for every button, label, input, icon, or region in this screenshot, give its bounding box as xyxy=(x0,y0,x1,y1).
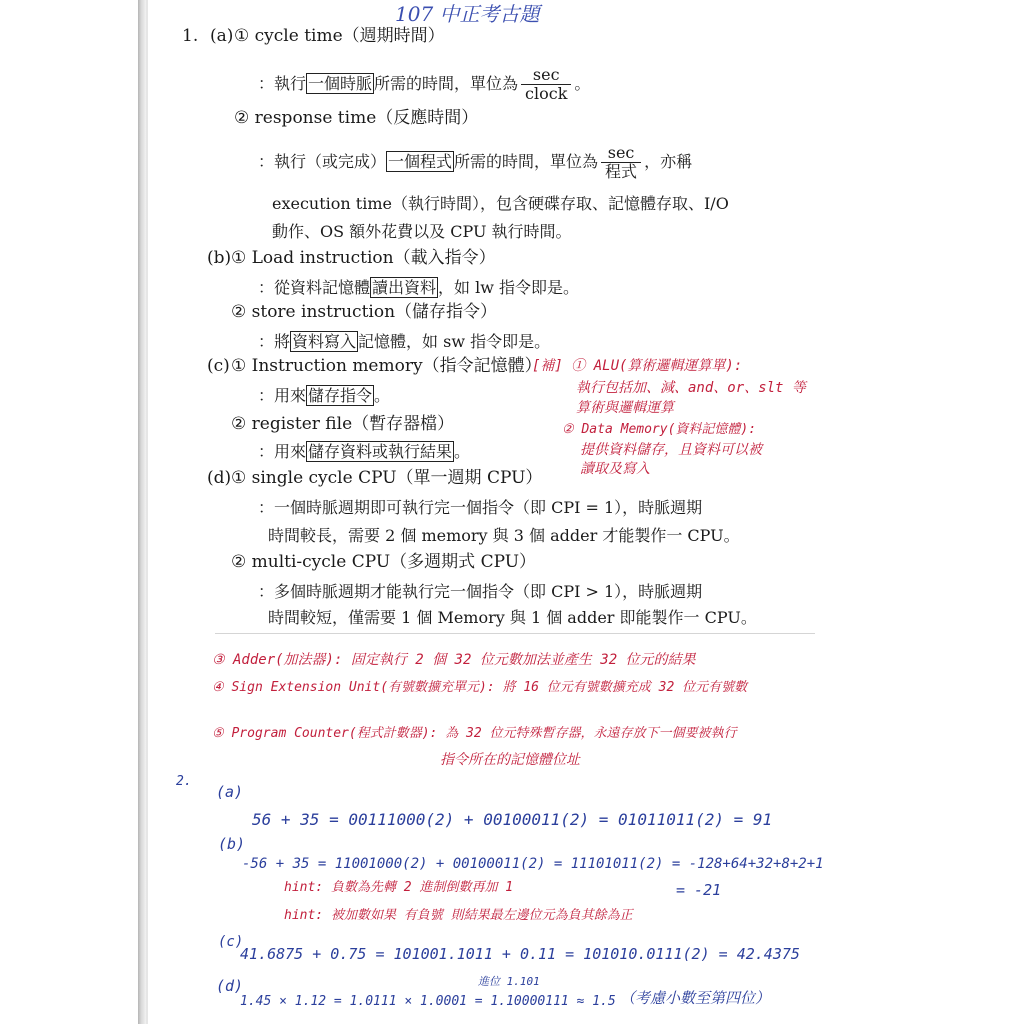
note-datamem-line2: 讀取及寫入 xyxy=(580,461,650,477)
q2d-expr: 1.45 × 1.12 = 1.0111 × 1.0001 = 1.10000111 ≈ 1.5 xyxy=(240,994,616,1009)
text-segment: ，如 lw 指令即是。 xyxy=(438,278,580,297)
text-segment: ：用來 xyxy=(258,386,307,405)
text-segment: 所需的時間，單位為 xyxy=(454,152,599,171)
binding-edge xyxy=(138,0,146,1024)
q1b-item2-title: ② store instruction（儲存指令） xyxy=(231,302,498,322)
text-segment: ：從資料記憶體 xyxy=(258,278,371,297)
q2d-tag: (d) xyxy=(216,977,244,995)
q1d-item2-line1: ：多個時脈週期才能執行完一個指令（即 CPI > 1），時脈週期 xyxy=(258,582,703,601)
q2c-expr: 41.6875 + 0.75 = 101001.1011 + 0.11 = 101010.0111(2) = 42.4375 xyxy=(240,945,800,963)
unit-fraction xyxy=(601,144,641,181)
note-program-counter: ⑤ Program Counter(程式計數器): 為 32 位元特殊暫存器，永遠存放下一個要被執行 xyxy=(212,726,737,741)
divider xyxy=(215,633,815,634)
q1d-item2-line2: 時間較短，僅需要 1 個 Memory 與 1 個 adder 即能製作一 CPU。 xyxy=(268,608,757,627)
q2b-result: = -21 xyxy=(676,881,722,899)
text-segment: 記憶體，如 sw 指令即是。 xyxy=(358,332,551,351)
boxed-term: 讀出資料 xyxy=(372,278,437,297)
q1c-item2-def xyxy=(258,442,470,462)
q1d-item1-title: ① single cycle CPU（單一週期 CPU） xyxy=(231,468,543,488)
q1d-item2-title: ② multi-cycle CPU（多週期式 CPU） xyxy=(231,552,537,572)
q1a-item1-title: ① cycle time（週期時間） xyxy=(234,26,445,46)
boxed-term: 資料寫入 xyxy=(292,332,357,351)
boxed-term: 一個程式 xyxy=(388,152,453,171)
q1a-item1-def xyxy=(258,66,590,103)
q1c-item1-def xyxy=(258,386,390,406)
note-alu-line2: 算術與邏輯運算 xyxy=(576,400,674,416)
q1a-item2-title: ② response time（反應時間） xyxy=(234,108,479,128)
boxed-term: 儲存資料或執行結果 xyxy=(308,442,453,461)
text-segment: 。 xyxy=(574,74,591,93)
q1a-item2-line2: execution time（執行時間），包含硬碟存取、記憶體存取、I/O xyxy=(272,194,729,213)
q1b-item2-def xyxy=(258,332,550,352)
text-segment: 所需的時間，單位為 xyxy=(374,74,519,93)
fraction-denominator: 程式 xyxy=(605,162,638,181)
q2c-tag: (c) xyxy=(218,934,244,950)
q1-number: 1. xyxy=(182,26,199,46)
q1b-tag: (b) xyxy=(207,248,232,268)
binding-edge-highlight xyxy=(146,0,148,1024)
fraction-numerator: sec xyxy=(521,66,571,85)
note-datamem-line1: 提供資料儲存，且資料可以被 xyxy=(580,442,762,458)
note-alu-title: [補] ① ALU(算術邏輯運算單): xyxy=(532,358,743,374)
q2a-expr: 56 + 35 = 00111000(2) + 00100011(2) = 01011011(2) = 91 xyxy=(252,810,773,829)
fraction-denominator: clock xyxy=(525,84,568,103)
q2-number: 2. xyxy=(176,774,192,789)
q2a-tag: (a) xyxy=(216,783,244,801)
text-segment: 。 xyxy=(374,386,391,405)
text-segment: ：將 xyxy=(258,332,291,351)
page-title: 107 中正考古題 xyxy=(395,2,540,26)
note-alu-line1: 執行包括加、減、and、or、slt 等 xyxy=(576,380,806,396)
text-segment: ，亦稱 xyxy=(644,152,693,171)
q1c-item2-title: ② register file（暫存器檔） xyxy=(231,414,455,434)
unit-fraction xyxy=(521,66,571,103)
q2d-note: （考慮小數至第四位） xyxy=(620,989,771,1007)
q2b-hint2: hint: 被加數如果 有負號 則結果最左邊位元為負其餘為正 xyxy=(284,908,633,923)
q1c-item1-title: ① Instruction memory（指令記憶體） xyxy=(231,356,542,376)
q2b-tag: (b) xyxy=(218,835,246,853)
fraction-numerator: sec xyxy=(601,144,641,163)
text-segment: 。 xyxy=(454,442,471,461)
q2b-expr: -56 + 35 = 11001000(2) + 00100011(2) = 11101011(2) = -128+64+32+8+2+1 xyxy=(242,856,824,872)
q1b-item1-def xyxy=(258,278,579,298)
q1d-item1-line1: ：一個時脈週期即可執行完一個指令（即 CPI = 1），時脈週期 xyxy=(258,498,703,517)
boxed-term: 一個時脈 xyxy=(308,74,373,93)
q2d-carry: 進位 1.101 xyxy=(478,975,540,988)
note-datamem-title: ② Data Memory(資料記憶體): xyxy=(562,422,757,437)
q2b-hint1: hint: 負數為先轉 2 進制倒數再加 1 xyxy=(284,880,514,895)
q1c-tag: (c) xyxy=(207,356,230,376)
q1a-item2-line3: 動作、OS 額外花費以及 CPU 執行時間。 xyxy=(272,222,572,241)
boxed-term: 儲存指令 xyxy=(308,386,373,405)
q1a-tag: (a) xyxy=(210,26,234,46)
q1a-item2-def xyxy=(258,144,692,181)
note-program-counter-line2: 指令所在的記憶體位址 xyxy=(440,752,580,768)
q1b-item1-title: ① Load instruction（載入指令） xyxy=(231,248,496,268)
text-segment: ：執行 xyxy=(258,74,307,93)
note-sign-extension: ④ Sign Extension Unit(有號數擴充單元): 將 16 位元有號數擴充成 32 位元有號數 xyxy=(212,680,748,695)
q1d-item1-line2: 時間較長，需要 2 個 memory 與 3 個 adder 才能製作一 CPU。 xyxy=(268,526,740,545)
note-adder: ③ Adder(加法器): 固定執行 2 個 32 位元數加法並產生 32 位元的結果 xyxy=(212,652,696,668)
q1d-tag: (d) xyxy=(207,468,232,488)
text-segment: ：用來 xyxy=(258,442,307,461)
text-segment: ：執行（或完成） xyxy=(258,152,387,171)
